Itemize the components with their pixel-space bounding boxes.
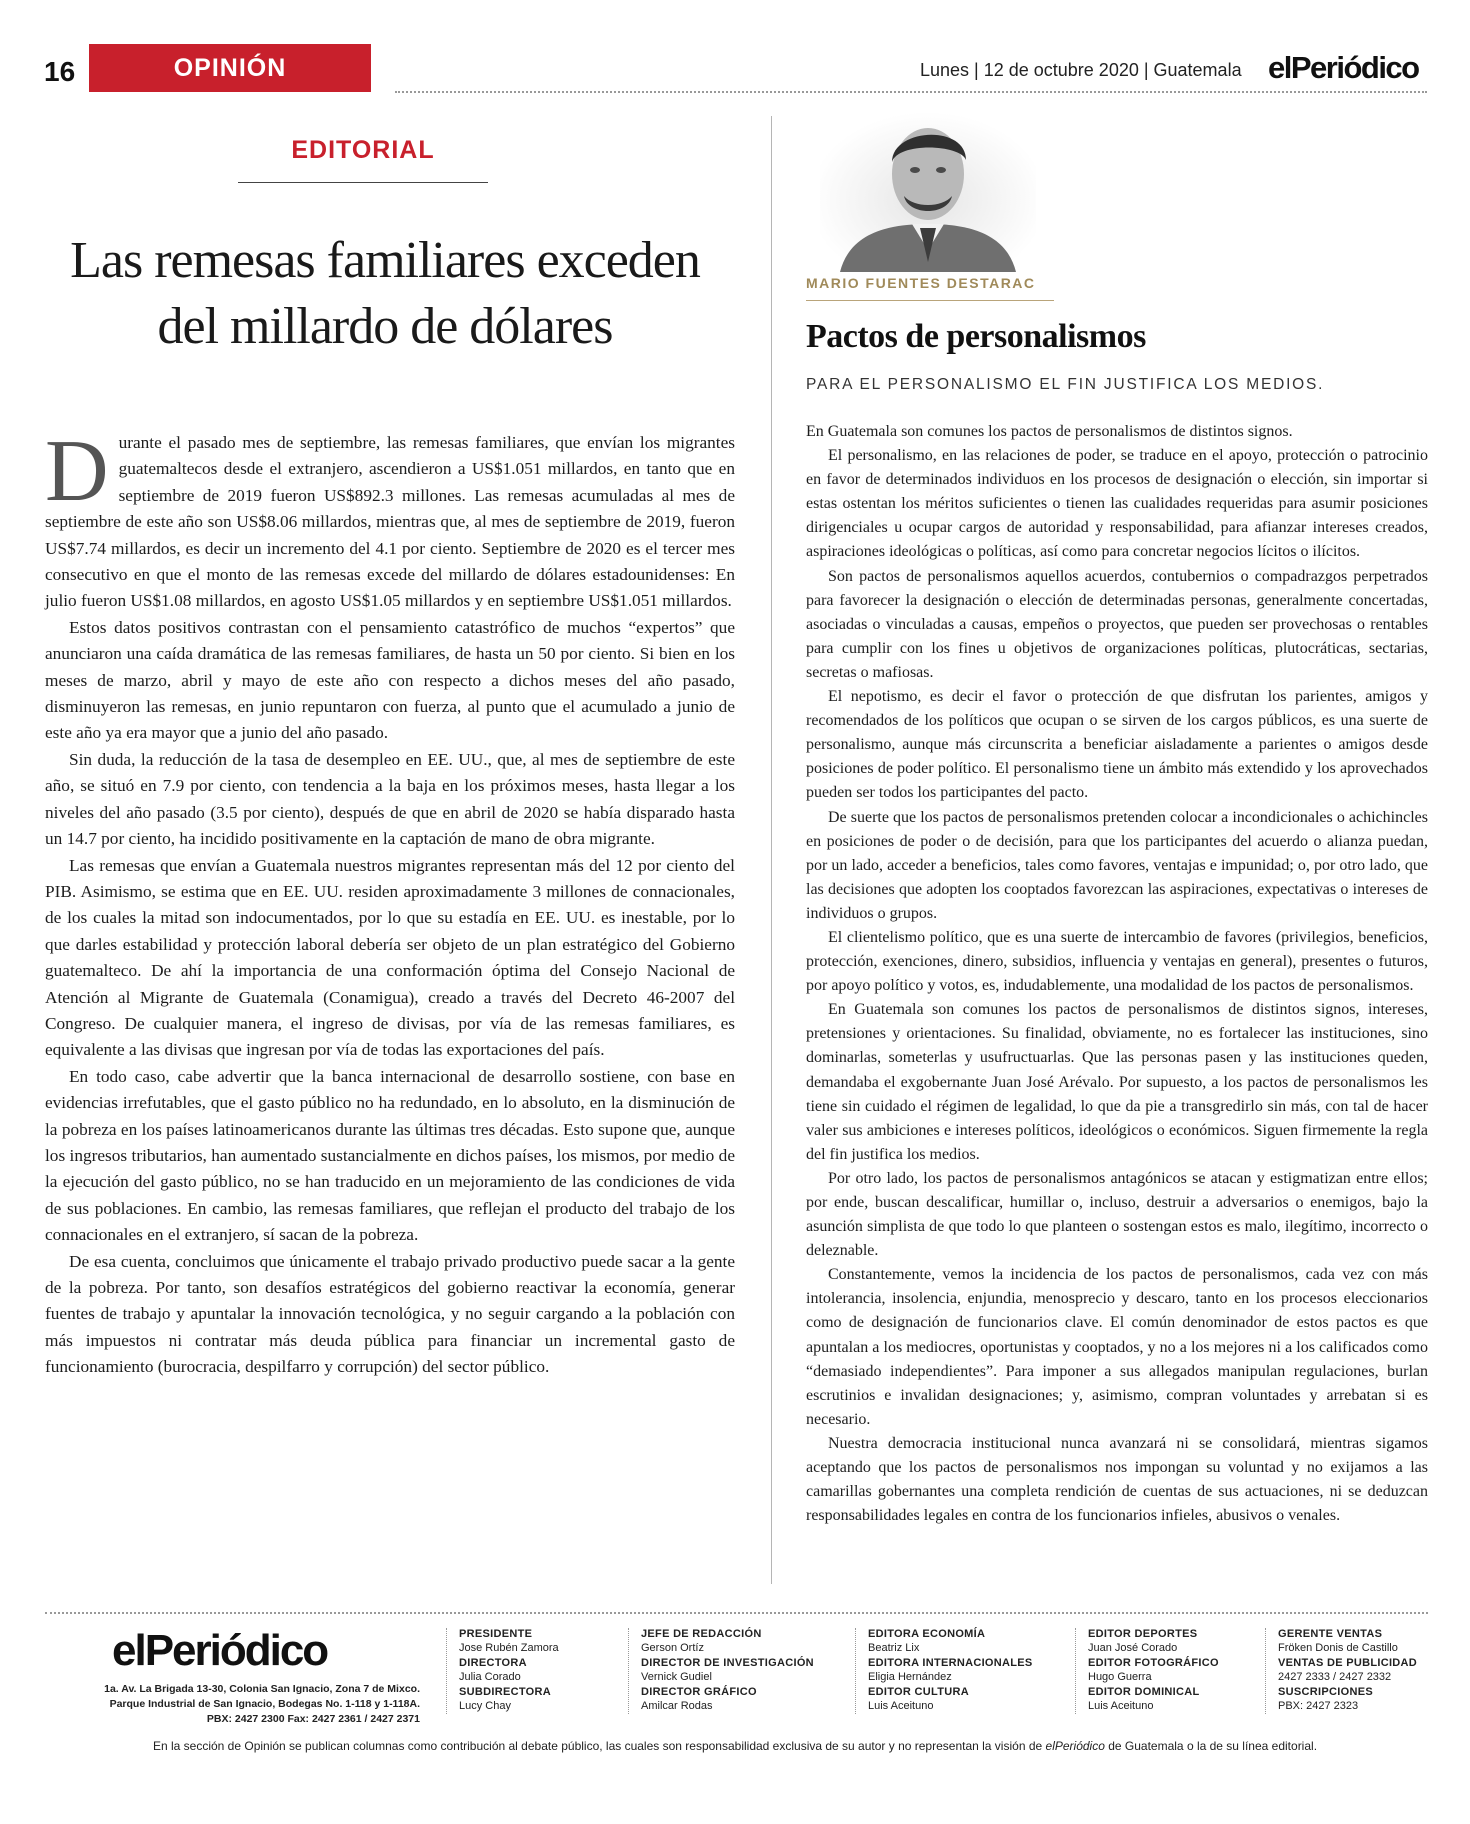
staff-name: Luis Aceituno (1088, 1699, 1154, 1712)
staff-role: DIRECTOR DE INVESTIGACIÓN (641, 1657, 814, 1669)
editorial-paragraph: Estos datos positivos contrastan con el pensamiento catastrófico de muchos “expertos” que anunciaron una caída dramática de las remesas familiares, de hasta un 50 por ciento. Si bien en los meses de marzo, abril y mayo de este año con respecto a dichos meses del año pasado, disminuyeron las remesas, en junio repuntaron con fuerza, al punto que el acumulado a junio de este año ya era mayor que a junio del año pasado. (45, 617, 735, 743)
editorial-rule (238, 182, 488, 183)
staff-role: JEFE DE REDACCIÓN (641, 1628, 762, 1640)
address-line: 1a. Av. La Brigada 13-30, Colonia San Ignacio, Zona 7 de Mixco. (104, 1683, 420, 1695)
author-name: MARIO FUENTES DESTARAC (806, 275, 1036, 291)
staff-name: Juan José Corado (1088, 1641, 1178, 1654)
column-paragraph: El nepotismo, es decir el favor o protección de que disfrutan los parientes, amigos y recomendados de los políticos que ocupan o se sirven de los cargos públicos, es una suerte de personalismo, aunque más circunscrita a beneficiar aisladamente a parientes o amigos desde posiciones de poder político. El personalismo tiene un ámbito más extendido y los aprovechados pueden ser todos los participantes del pacto. (806, 688, 1428, 802)
dateline: Lunes | 12 de octubre 2020 | Guatemala (920, 60, 1242, 80)
editorial-paragraph: Las remesas que envían a Guatemala nuestros migrantes representan más del 12 por ciento del PIB. Asimismo, se estima que en EE. UU. residen aproximadamente 3 millones de connacionales, de los cuales la mitad son indocumentados, por lo que su estadía en EE. UU. es inestable, por lo que darles estabilidad y protección laboral debería ser objeto de un plan estratégico del Gobierno guatemalteco. De ahí la importancia de una conformación óptima del Consejo Nacional de Atención al Migrante de Guatemala (Conamigua), creado a través del Decreto 46-2007 del Congreso. De cualquier manera, el ingreso de divisas, por vía de las remesas familiares, es equivalente a las divisas que ingresan por vía de todas las exportaciones del país. (45, 855, 735, 1060)
column-body (806, 420, 1428, 1528)
editorial-title: Las remesas familiares exceden del millardo de dólares (70, 232, 700, 356)
dropcap: D (45, 423, 109, 520)
staff-name: 2427 2333 / 2427 2332 (1278, 1670, 1392, 1683)
staff-role: VENTAS DE PUBLICIDAD (1278, 1657, 1418, 1669)
staff-column (1075, 1628, 1219, 1714)
staff-role: DIRECTOR GRÁFICO (641, 1686, 757, 1698)
staff-name: Gerson Ortíz (641, 1641, 704, 1654)
staff-role: EDITORA ECONOMÍA (868, 1628, 986, 1640)
column-paragraph: De suerte que los pactos de personalismos pretenden colocar a incondicionales o achichincles en posiciones de poder o de decisión, para que los participantes del acuerdo o alianza puedan, por un lado, acceder a beneficios, tales como favores, ventajas e impunidad; o, por otro lado, que las decisiones que adopten los cooptados favorezcan las aspiraciones, expectativas o intereses de individuos o grupos. (806, 808, 1428, 922)
staff-name: PBX: 2427 2323 (1278, 1699, 1359, 1712)
staff-name: Julia Corado (459, 1670, 521, 1683)
staff-name: Jose Rubén Zamora (459, 1641, 559, 1654)
staff-column (855, 1628, 1033, 1714)
page-number: 16 (44, 56, 76, 87)
address-line: PBX: 2427 2300 Fax: 2427 2361 / 2427 2371 (206, 1713, 420, 1725)
column-paragraph: En Guatemala son comunes los pactos de personalismos de distintos signos, intereses, pretensiones y orientaciones. Su finalidad, obviamente, no es fortalecer las instituciones, sino dominarlas, someterlas y usufructuarlas. Que las personas pasen y las instituciones queden, demandaba el exgobernante Juan José Arévalo. Por supuesto, a los pactos de personalismos les tiene sin cuidado el régimen de legalidad, lo que da pie a transgredirlo sin más, con tal de hacer valer sus ambiciones e intereses políticos, ideológicos o económicos. Siguen firmemente la regla del fin justifica los medios. (806, 1001, 1428, 1163)
disclaimer: En la sección de Opinión se publican columnas como contribución al debate público, las cuales son responsabilidad exclusiva de su autor y no representan la visión de elPeriódico de Guatemala o la de su línea editorial. (152, 1739, 1318, 1753)
staff-name: Amilcar Rodas (641, 1699, 713, 1712)
column-paragraph: En Guatemala son comunes los pactos de personalismos de distintos signos. (806, 423, 1293, 440)
editorial-paragraph: En todo caso, cabe advertir que la banca internacional de desarrollo sostiene, con base en evidencias irrefutables, que el gasto público no ha redundado, en lo absoluto, en la disminución de la pobreza en los países latinoamericanos durante las últimas tres décadas. Esto supone que, aunque los ingresos tributarios, han aumentado sustancialmente en dichos países, los mismos, por medio de la ejecución del gasto público, no se han traducido en un mejoramiento de las condiciones de vida de sus poblaciones. En cambio, las remesas familiares, que reflejan el producto del trabajo de los connacionales en el extranjero, sí sacan de la pobreza. (45, 1066, 735, 1245)
column-paragraph: Constantemente, vemos la incidencia de los pactos de personalismos, cada vez con más intolerancia, insolencia, enjundia, menosprecio y descaro, tanto en los procesos eleccionarios como de designación de funcionarios clave. El común denominador de estos pactos es que apuntalan a los mediocres, oportunistas y cooptados, y no a los mejores ni a los calificados como “demasiado independientes”. Para imponer a sus allegados manipulan regulaciones, burlan escrutinios e invalidan designaciones; y, asimismo, compran voluntades y arrebatan si es necesario. (806, 1266, 1428, 1428)
author-portrait (820, 112, 1036, 272)
staff-role: SUSCRIPCIONES (1278, 1686, 1373, 1698)
address-line: Parque Industrial de San Ignacio, Bodegas No. 1-118 y 1-118A. (109, 1698, 420, 1710)
staff-role: EDITOR DOMINICAL (1088, 1686, 1200, 1698)
staff-role: SUBDIRECTORA (459, 1686, 552, 1698)
editorial-paragraph: Durante el pasado mes de septiembre, las remesas familiares, que envían los migrantes guatemaltecos desde el extranjero, ascendieron a US$1.051 millardos, en tanto que en septiembre de 2019 fueron US$892.3 millones. Las remesas acumuladas al mes de septiembre de este año son US$8.06 millardos, mientras que, al mes de septiembre de 2019, fueron US$7.74 millardos, es decir un incremento del 4.1 por ciento. Septiembre de 2020 es el tercer mes consecutivo en que el monto de las remesas excede del millardo de dólares estadounidenses: En julio fueron US$1.08 millardos, en agosto US$1.05 millardos y en septiembre US$1.051 millardos. (45, 423, 735, 611)
staff-name: Luis Aceituno (868, 1699, 934, 1712)
section-tag: OPINIÓN (89, 44, 371, 92)
footer-divider (45, 1612, 1428, 1614)
footer-logo: elPeriódico (112, 1626, 328, 1675)
staff-name: Lucy Chay (459, 1699, 511, 1712)
staff-column (628, 1628, 814, 1714)
staff-name: Fröken Donis de Castillo (1278, 1641, 1398, 1654)
column-kicker: PARA EL PERSONALISMO EL FIN JUSTIFICA LOS MEDIOS. (806, 376, 1325, 393)
staff-name: Eligia Hernández (868, 1670, 952, 1683)
staff-role: GERENTE VENTAS (1278, 1628, 1383, 1640)
staff-role: DIRECTORA (459, 1657, 527, 1669)
column-paragraph: Por otro lado, los pactos de personalismos antagónicos se atacan y estigmatizan entre ellos; por ende, buscan descalificar, humillar o, incluso, destruir a adversarios o enemigos, bajo la asunción simplista de que todo lo que planteen o sostengan estos es malo, ilegítimo, incorrecto o deleznable. (806, 1169, 1428, 1260)
masthead-logo: elPeriódico (1268, 50, 1419, 85)
editorial-body (45, 423, 735, 1381)
staff-column (446, 1628, 559, 1714)
author-rule (806, 300, 1054, 301)
disclaimer-brand: elPeriódico (1045, 1739, 1105, 1753)
column-divider (771, 116, 772, 1584)
staff-column (1265, 1628, 1417, 1714)
staff-role: PRESIDENTE (459, 1628, 533, 1640)
editorial-paragraph: De esa cuenta, concluimos que únicamente el trabajo privado productivo puede sacar a la gente de la pobreza. Por tanto, son desafíos estratégicos del gobierno reactivar la economía, generar fuentes de trabajo y apuntalar la innovación tecnológica, y no seguir cargando a la población con más impuestos ni contratar más deuda pública para financiar un incremental gasto de funcionamiento (burocracia, despilfarro y corrupción) del sector público. (45, 1251, 735, 1377)
header-divider (395, 91, 1427, 93)
column-paragraph: Son pactos de personalismos aquellos acuerdos, contubernios o compadrazgos perpetrados para favorecer la designación o elección de determinadas personas, generalmente concertadas, asociadas o vinculadas a causas, empeños o proyectos, que pueden ser provechosas o rentables para cumplir con los fines u objetivos de organizaciones políticas, plutocráticas, sectarias, secretas o mafiosas. (806, 567, 1428, 681)
staff-role: EDITOR FOTOGRÁFICO (1088, 1657, 1219, 1669)
editorial-paragraph: Sin duda, la reducción de la tasa de desempleo en EE. UU., que, al mes de septiembre de este año, se situó en 7.9 por ciento, con tendencia a la baja en los próximos meses, hasta llegar a los niveles del año pasado (3.5 por ciento), después de que en abril de 2020 se había disparado hasta un 14.7 por ciento, ha incidido positivamente en la captación de mano de obra migrante. (45, 749, 735, 849)
editorial-label: EDITORIAL (291, 136, 435, 164)
column-paragraph: El personalismo, en las relaciones de poder, se traduce en el apoyo, protección o patrocinio en favor de determinados individuos en los procesos de designación o elección, sin importar si estas ostentan los méritos suficientes o tienen las cualidades requeridas para asumir posiciones dirigenciales u ocupar cargos de autoridad y responsabilidad, para afianzar intereses creados, aspiraciones ideológicas o políticas, así como para concretar negocios lícitos o ilícitos. (806, 447, 1428, 561)
staff-role: EDITORA INTERNACIONALES (868, 1657, 1033, 1669)
column-title: Pactos de personalismos (806, 318, 1146, 355)
staff-name: Beatriz Lix (868, 1641, 920, 1654)
column-paragraph: Nuestra democracia institucional nunca avanzará ni se consolidará, mientras sigamos aceptando que los pactos de personalismos nos impongan su voluntad y no exijamos a las camarillas gobernantes una completa rendición de cuentas de sus actuaciones, ni se deduzcan responsabilidades legales en contra de los funcionarios infieles, abusivos o venales. (806, 1434, 1428, 1525)
footer-address (40, 1682, 420, 1727)
staff-name: Hugo Guerra (1088, 1670, 1152, 1683)
staff-name: Vernick Gudiel (641, 1670, 712, 1683)
column-paragraph: El clientelismo político, que es una suerte de intercambio de favores (privilegios, beneficios, protección, exenciones, dinero, subsidios, influencia y ventajas en general), presentes o futuros, por apoyo político y votos, es, indudablemente, una modalidad de los pactos de personalismos. (806, 928, 1428, 995)
staff-role: EDITOR CULTURA (868, 1686, 969, 1698)
staff-role: EDITOR DEPORTES (1088, 1628, 1198, 1640)
